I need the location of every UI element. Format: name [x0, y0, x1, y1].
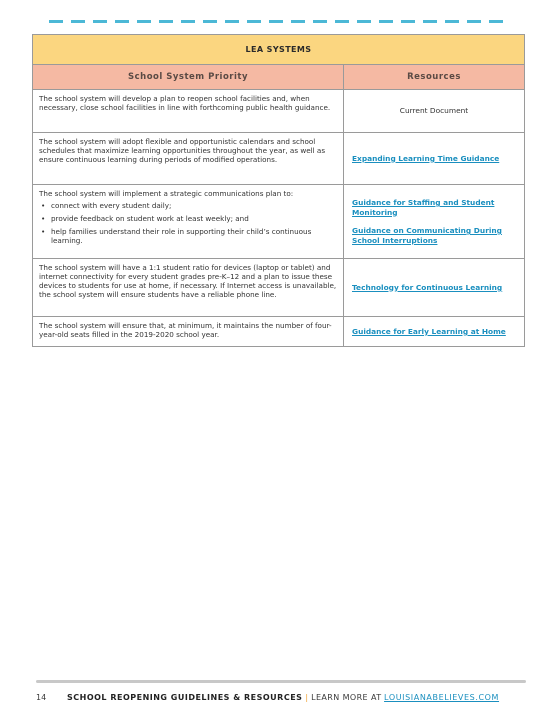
resource-links: [344, 259, 525, 317]
table-header-row: [33, 65, 525, 90]
column-header-priority: School System Priority: [33, 65, 344, 90]
resource-links: [344, 133, 525, 185]
table-row: [33, 133, 525, 185]
publication-title: SCHOOL REOPENING GUIDELINES & RESOURCES: [67, 693, 303, 702]
top-dashed-divider: [49, 20, 509, 23]
table-row: [33, 317, 525, 347]
priority-text: The school system will adopt flexible and opportunistic calendars and school schedules that maximize learning opportunities throughout the year, as well as ensure continuous learning during periods of modified operations.: [33, 133, 344, 185]
resource-links: [344, 185, 525, 259]
resource-link-technology-continuous-learning[interactable]: Technology for Continuous Learning: [352, 282, 503, 292]
resource-links: [344, 317, 525, 347]
priority-text: The school system will ensure that, at minimum, it maintains the number of four-year-old seats filled in the 2019-2020 school year.: [33, 317, 344, 347]
list-item: • help families understand their role in supporting their child’s continuous learning.: [51, 227, 337, 245]
lea-systems-table: [32, 34, 525, 347]
list-item: • connect with every student daily;: [51, 201, 337, 210]
list-item: • provide feedback on student work at least weekly; and: [51, 214, 337, 223]
column-header-resources: Resources: [344, 65, 525, 90]
resource-link-communicating-school-interruptions[interactable]: Guidance on Communicating During School Interruptions: [352, 226, 502, 245]
resource-link-early-learning-at-home[interactable]: Guidance for Early Learning at Home: [352, 326, 506, 336]
footer-separator: |: [305, 693, 309, 702]
priority-text: The school system will implement a strategic communications plan to:: [39, 189, 294, 198]
resource-link-staffing-student-monitoring[interactable]: Guidance for Staffing and Student Monitoring: [352, 198, 495, 217]
resource-link-expanding-learning-time[interactable]: Expanding Learning Time Guidance: [352, 153, 500, 163]
table-row: [33, 90, 525, 133]
table-row: [33, 185, 525, 259]
priority-cell-communications: [33, 185, 344, 259]
footer-rule: [36, 680, 526, 683]
website-link[interactable]: LOUISIANABELIEVES.COM: [384, 693, 500, 702]
priority-text: The school system will have a 1:1 student ratio for devices (laptop or tablet) and internet connectivity for every student grades pre-K–12 and a plan to issue these devices to students for use at home, if necessary. If Internet access is unavailable, the school system will ensure students have a reliable phone line.: [33, 259, 344, 317]
priority-bullet-list: [39, 201, 337, 245]
table-title-row: [33, 35, 525, 65]
resource-current-document: Current Document: [399, 106, 469, 116]
page-number: 14: [36, 693, 47, 702]
resource-text: [344, 90, 525, 133]
table-title: LEA SYSTEMS: [33, 35, 525, 65]
learn-more-text: LEARN MORE AT: [311, 693, 382, 702]
priority-text: The school system will develop a plan to reopen school facilities and, when necessary, close school facilities in line with forthcoming public health guidance.: [33, 90, 344, 133]
table-row: [33, 259, 525, 317]
page-footer: [36, 693, 499, 702]
